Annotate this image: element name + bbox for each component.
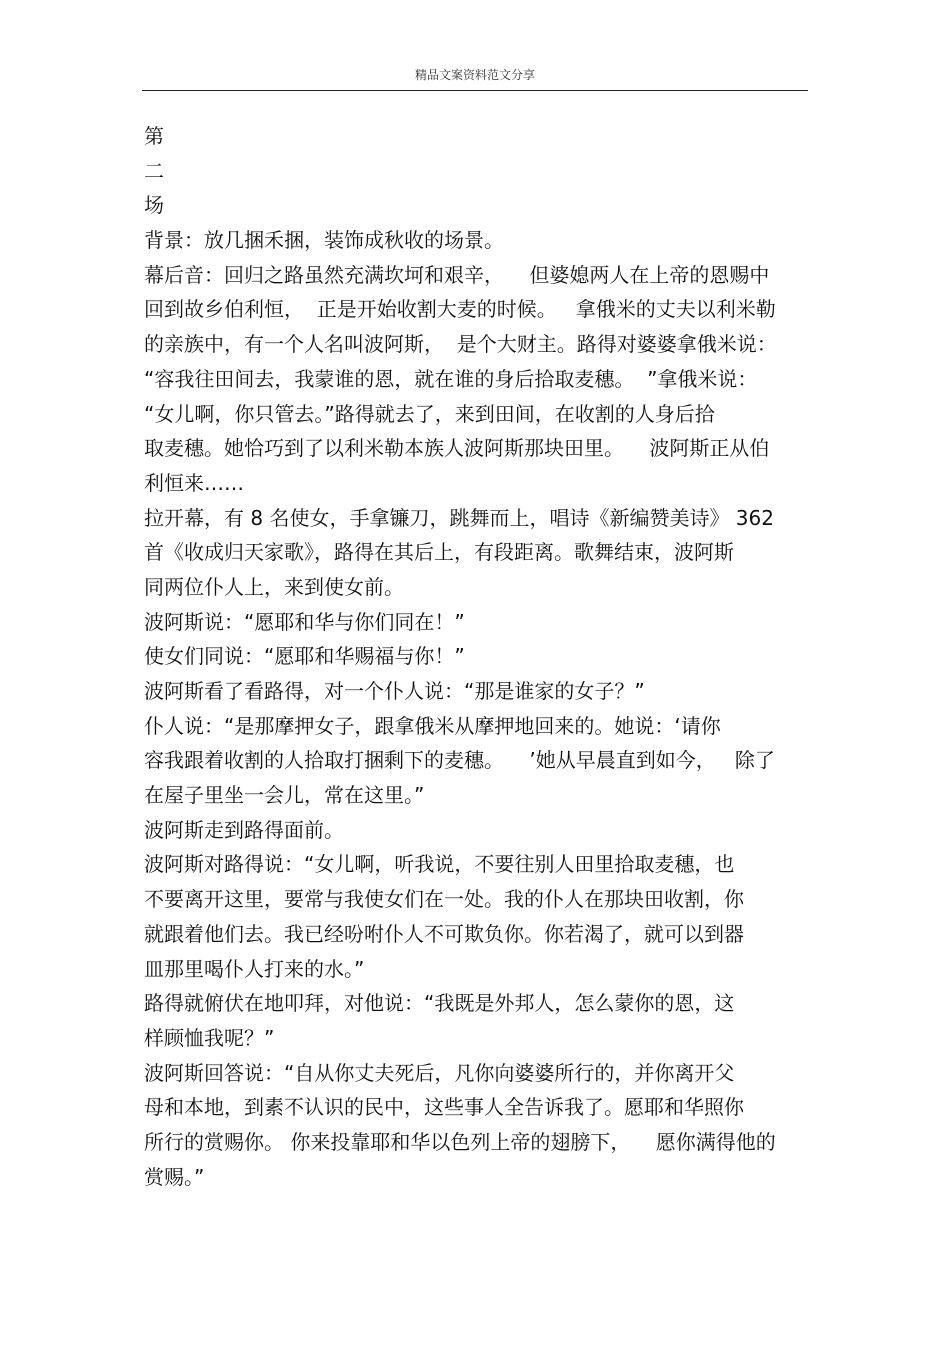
text-line: 的亲族中，有一个人名叫波阿斯， 是个大财主。路得对婆婆拿俄米说： (144, 332, 777, 357)
text-line: 同两位仆人上，来到使女前。 (144, 574, 404, 599)
text-line: 场 (144, 193, 164, 218)
text-line: 拉开幕，有 8 名使女，手拿镰刀，跳舞而上，唱诗《新编赞美诗》 362 (144, 505, 774, 530)
body-text (144, 119, 810, 1194)
text-line: 取麦穗。她恰巧到了以利米勒本族人波阿斯那块田里。 波阿斯正从伯 (144, 436, 770, 461)
text-line: 路得就俯伏在地叩拜，对他说：“我既是外邦人，怎么蒙你的恩，这 (144, 991, 735, 1016)
text-line: 不要离开这里，要常与我使女们在一处。我的仆人在那块田收割，你 (144, 887, 744, 912)
text-line: “女儿啊，你只管去。”路得就去了，来到田间，在收割的人身后拾 (144, 401, 715, 426)
header-divider (142, 90, 808, 91)
text-line: 使女们同说：“愿耶和华赐福与你！” (144, 644, 465, 669)
text-line: 波阿斯说：“愿耶和华与你们同在！” (144, 609, 465, 634)
text-line: 所行的赏赐你。 你来投靠耶和华以色列上帝的翅膀下， 愿你满得他的 (144, 1129, 776, 1154)
text-line: 首《收成归天家歌》，路得在其后上，有段距离。歌舞结束，波阿斯 (144, 540, 734, 565)
text-line: 波阿斯回答说：“自从你丈夫死后，凡你向婆婆所行的，并你离开父 (144, 1060, 735, 1085)
text-line: 波阿斯走到路得面前。 (144, 817, 344, 842)
text-line: 皿那里喝仆人打来的水。” (144, 956, 365, 981)
text-line: 第 (144, 124, 164, 148)
text-line: 仆人说：“是那摩押女子，跟拿俄米从摩押地回来的。她说：‘请你 (144, 713, 721, 738)
text-line: 波阿斯对路得说：“女儿啊，听我说，不要往别人田里拾取麦穗，也 (144, 852, 735, 877)
text-line: 赏赐。” (144, 1164, 205, 1189)
text-line: 幕后音：回归之路虽然充满坎坷和艰辛， 但婆媳两人在上帝的恩赐中 (144, 262, 770, 287)
text-line: 母和本地，到素不认识的民中，这些事人全告诉我了。愿耶和华照你 (144, 1095, 744, 1120)
text-line: 二 (144, 158, 164, 183)
text-line: 波阿斯看了看路得，对一个仆人说：“那是谁家的女子？” (144, 679, 645, 703)
page-header: 精品文案资料范文分享 (414, 68, 535, 82)
text-line: 容我跟着收割的人拾取打捆剩下的麦穗。 ’她从早晨直到如今， 除了 (144, 748, 775, 773)
text-line: 利恒来…… (144, 470, 244, 495)
text-line: 回到故乡伯利恒， 正是开始收割大麦的时候。 拿俄米的丈夫以利米勒 (144, 297, 776, 322)
text-line: 在屋子里坐一会儿，常在这里。” (144, 783, 425, 808)
text-line: “容我往田间去，我蒙谁的恩，就在谁的身后拾取麦穗。 ”拿俄米说： (144, 366, 758, 391)
text-line: 背景：放几捆禾捆，装饰成秋收的场景。 (144, 228, 504, 253)
text-line: 就跟着他们去。我已经吩咐仆人不可欺负你。你若渴了，就可以到器 (144, 921, 744, 946)
text-line: 样顾恤我呢？” (144, 1025, 275, 1050)
